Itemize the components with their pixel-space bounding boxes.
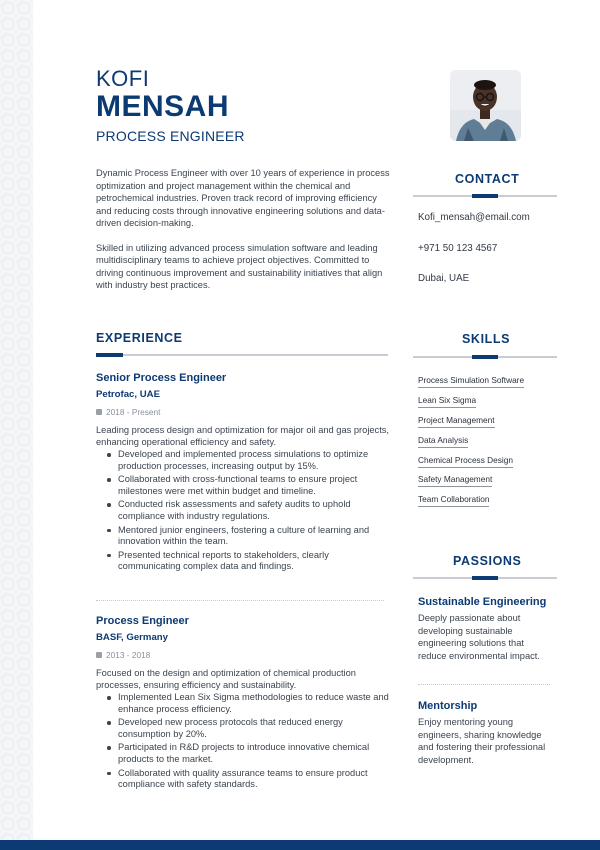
skills-divider	[413, 356, 557, 358]
profile-photo	[450, 70, 521, 141]
experience-divider	[96, 354, 388, 356]
achievement-item: Developed new process protocols that reduced energy consumption by 20%.	[96, 717, 392, 740]
achievement-item: Participated in R&D projects to introduce innovative chemical products to the market.	[96, 742, 392, 765]
last-name: MENSAH	[96, 90, 230, 123]
company-name: BASF, Germany	[96, 632, 168, 643]
profile-summary	[96, 167, 394, 292]
skill-item: Project Management	[418, 415, 495, 428]
job-dates-text: 2018 - Present	[106, 407, 161, 417]
passion-title: Sustainable Engineering	[418, 596, 547, 608]
achievement-item: Collaborated with quality assurance teams to ensure product compliance with safety standards.	[96, 768, 392, 791]
skills-heading: SKILLS	[462, 332, 511, 346]
experience-entry	[96, 372, 392, 575]
summary-paragraph: Skilled in utilizing advanced process simulation software and leading multidisciplinary teams to achieve project objectives. Committed to driving continuous improvement and sustainability initiatives that align with industry best practices.	[96, 242, 383, 290]
passion-title: Mentorship	[418, 700, 478, 712]
job-dates-text: 2013 - 2018	[106, 650, 151, 660]
decorative-side-pattern	[0, 0, 33, 850]
calendar-icon	[96, 409, 102, 415]
skill-item: Chemical Process Design	[418, 455, 513, 468]
contact-phone[interactable]: +971 50 123 4567	[418, 243, 498, 254]
contact-email[interactable]: Kofi_mensah@email.com	[418, 212, 530, 223]
summary-paragraph: Dynamic Process Engineer with over 10 years of experience in process optimization and project management within the chemical and petrochemical industries. Proven track record of improving efficiency and reducing costs through innovative engineering solutions and data-driven decision-making.	[96, 168, 390, 228]
job-description: Focused on the design and optimization of chemical production processes, ensuring efficiency and sustainability.	[96, 668, 356, 690]
company-name: Petrofac, UAE	[96, 389, 160, 400]
experience-entry	[96, 615, 392, 793]
skill-item: Data Analysis	[418, 435, 468, 448]
job-title: Process Engineer	[96, 615, 189, 627]
contact-location: Dubai, UAE	[418, 273, 470, 284]
skill-item: Lean Six Sigma	[418, 395, 476, 408]
achievement-item: Implemented Lean Six Sigma methodologies to reduce waste and enhance process efficiency.	[96, 692, 392, 715]
contact-divider	[413, 195, 557, 197]
achievement-item: Presented technical reports to stakeholders, clearly communicating complex data and findings.	[96, 550, 392, 573]
job-dates	[96, 650, 392, 660]
passions-heading: PASSIONS	[453, 554, 522, 568]
job-title: Senior Process Engineer	[96, 372, 227, 384]
footer-bar	[0, 840, 600, 850]
experience-heading: EXPERIENCE	[96, 331, 183, 345]
contact-heading: CONTACT	[455, 172, 520, 186]
job-role-title: PROCESS ENGINEER	[96, 128, 245, 144]
profile-photo-image	[450, 70, 521, 141]
entry-separator	[418, 684, 550, 685]
entry-separator	[96, 600, 384, 601]
job-achievements-list	[96, 692, 392, 791]
achievement-item: Conducted risk assessments and safety audits to uphold compliance with industry regulations.	[96, 499, 392, 522]
skill-item: Process Simulation Software	[418, 375, 524, 388]
passion-description: Enjoy mentoring young engineers, sharing knowledge and fostering their professional development.	[418, 717, 546, 765]
first-name: KOFI	[96, 66, 150, 91]
achievement-item: Collaborated with cross-functional teams to ensure project milestones were met within budget and timeline.	[96, 474, 392, 497]
achievement-item: Developed and implemented process simulations to optimize production processes, increasing output by 15%.	[96, 449, 392, 472]
passions-divider	[413, 577, 557, 579]
achievement-item: Mentored junior engineers, fostering a culture of learning and innovation within the team.	[96, 525, 392, 548]
job-description: Leading process design and optimization for major oil and gas projects, enhancing operational efficiency and safety.	[96, 425, 390, 447]
calendar-icon	[96, 652, 102, 658]
job-achievements-list	[96, 449, 392, 573]
skill-item: Safety Management	[418, 474, 492, 487]
passion-description: Deeply passionate about developing sustainable engineering solutions that reduce environmental impact.	[418, 613, 540, 661]
skill-item: Team Collaboration	[418, 494, 489, 507]
job-dates	[96, 407, 392, 417]
